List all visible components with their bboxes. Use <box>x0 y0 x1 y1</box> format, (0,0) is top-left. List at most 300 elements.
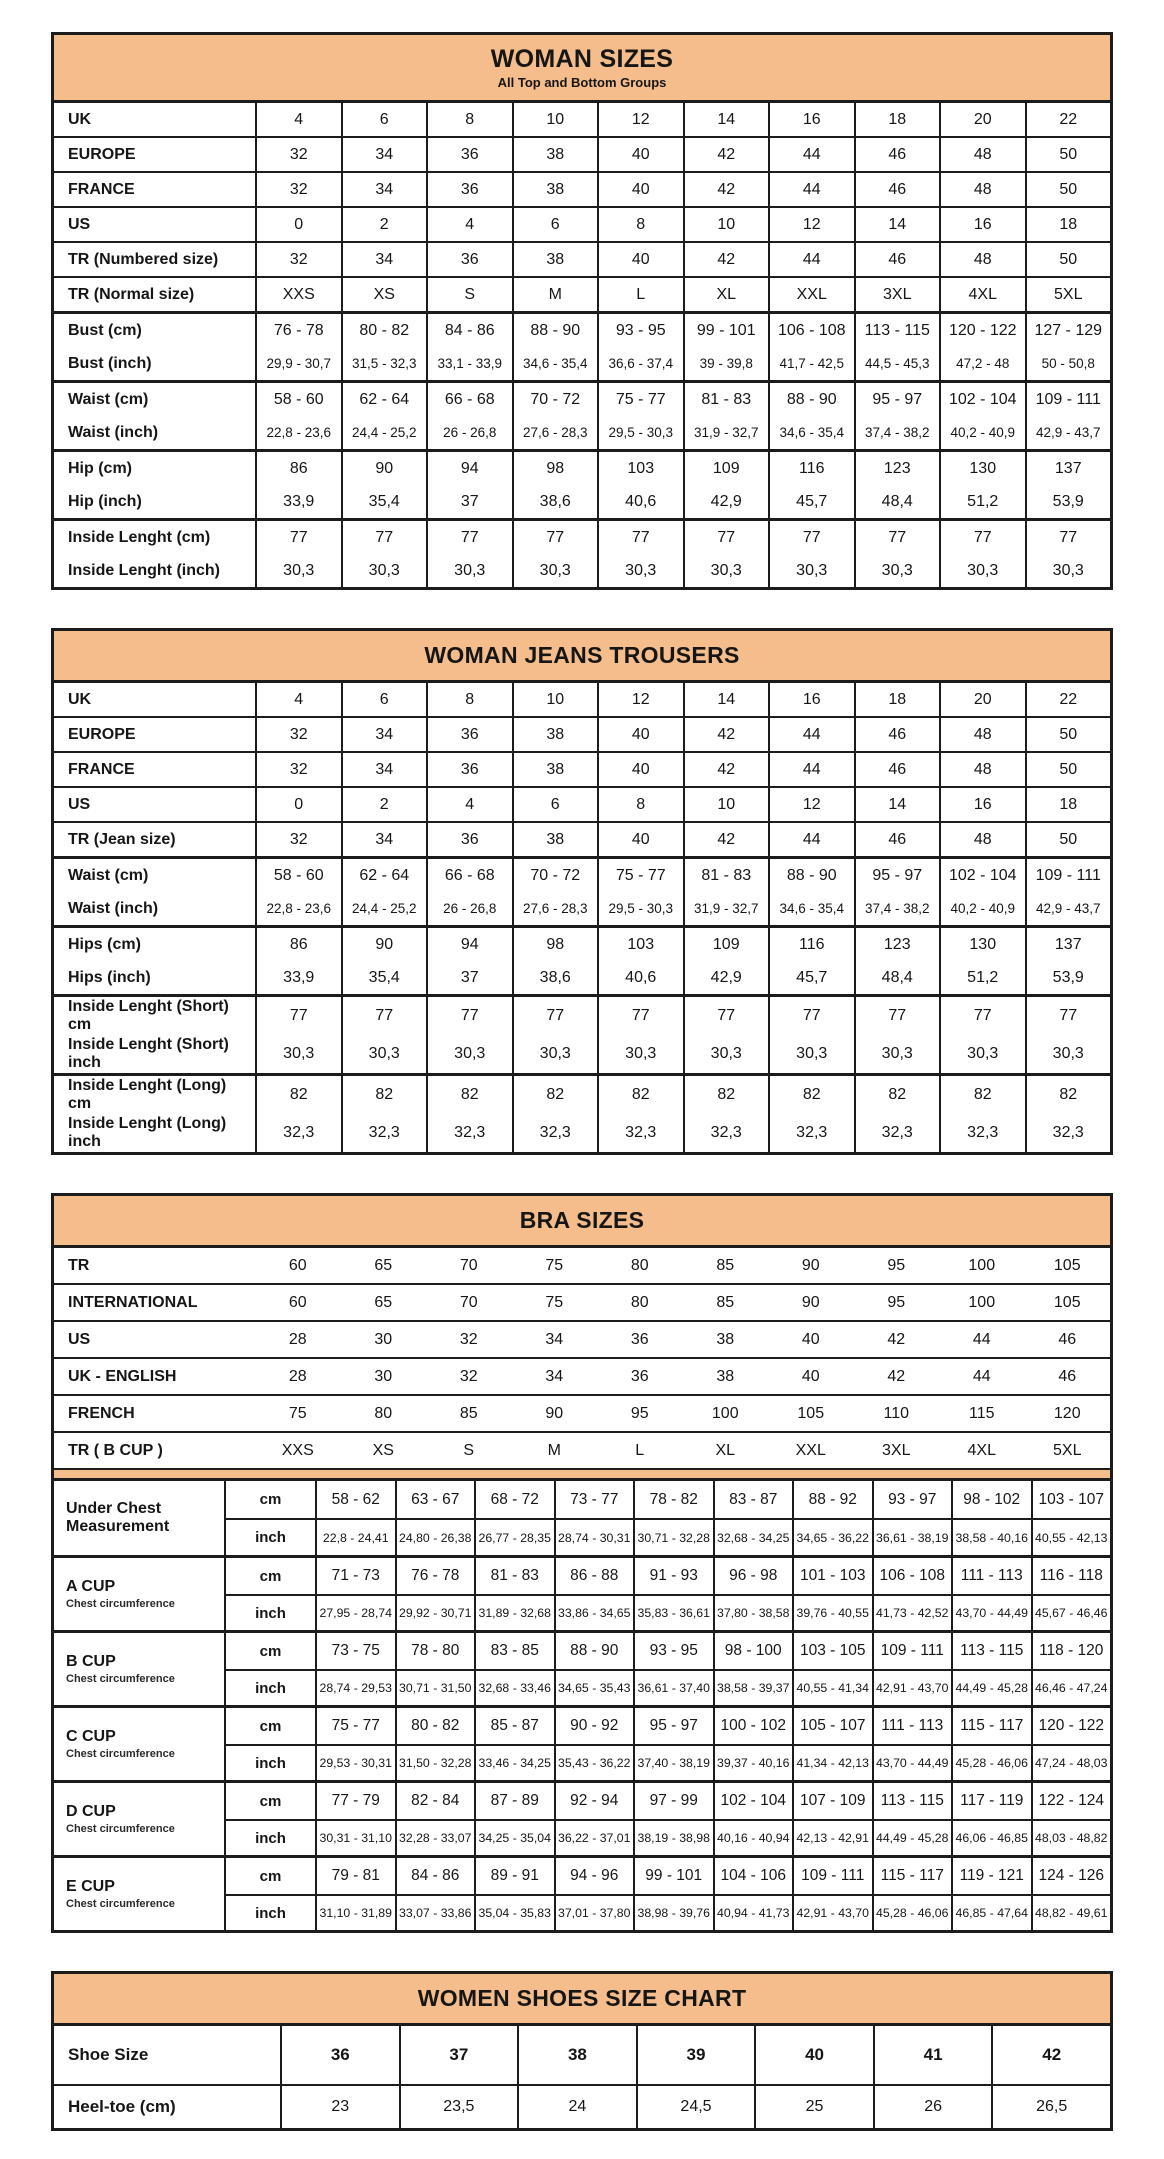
table-row <box>54 2026 1110 2084</box>
size-cell: 31,50 - 32,28 <box>395 1744 475 1780</box>
size-cell: 48,03 - 48,82 <box>1031 1819 1111 1855</box>
size-cell: 103 <box>597 928 683 961</box>
size-cell: 77 <box>426 521 512 554</box>
size-cell: 42,9 - 43,7 <box>1025 416 1111 449</box>
size-cell: 32,68 - 34,25 <box>713 1518 793 1555</box>
size-cell: 48 <box>939 718 1025 751</box>
size-cell: 30,3 <box>512 1035 598 1073</box>
size-cell: 28 <box>288 1367 307 1385</box>
size-cell: 45,7 <box>768 485 854 518</box>
size-cell: 44 <box>972 1367 991 1385</box>
cup-group <box>54 1705 1110 1780</box>
size-cell: 65 <box>374 1256 393 1274</box>
size-cell: 42 <box>683 243 769 276</box>
size-cell: 85 - 87 <box>474 1708 554 1744</box>
size-cell: 91 - 93 <box>633 1558 713 1594</box>
size-cell: 77 <box>255 521 341 554</box>
size-cell: 44 <box>768 138 854 171</box>
size-cell: 76 - 78 <box>255 314 341 347</box>
size-cell: 130 <box>939 928 1025 961</box>
size-cell: 84 - 86 <box>426 314 512 347</box>
size-cell: 90 - 92 <box>554 1708 634 1744</box>
size-cell: 30,3 <box>1025 554 1111 587</box>
size-cell: 77 <box>255 997 341 1035</box>
size-cell: 40 <box>597 173 683 206</box>
row-label: Hip (cm) <box>68 459 132 477</box>
size-cell: 38 <box>716 1330 735 1348</box>
size-cell: 77 <box>597 997 683 1035</box>
size-cell: 18 <box>854 683 940 716</box>
size-cell: 42 <box>683 753 769 786</box>
size-cell: 95 <box>887 1256 906 1274</box>
size-cell: 38 <box>512 753 598 786</box>
cup-group <box>54 1555 1110 1630</box>
size-cell: 8 <box>597 788 683 821</box>
cup-subtitle: Chest circumference <box>66 1898 175 1911</box>
size-cell: 120 - 122 <box>939 314 1025 347</box>
size-cell: 80 <box>374 1404 393 1422</box>
size-cell: 27,6 - 28,3 <box>512 416 598 449</box>
size-cell: 42 <box>683 823 769 856</box>
size-cell: 45,28 - 46,06 <box>951 1744 1031 1780</box>
size-cell: 36,61 - 38,19 <box>872 1518 952 1555</box>
size-cell: 109 <box>683 928 769 961</box>
size-cell: 30,3 <box>854 1035 940 1073</box>
size-cell: 39,37 - 40,16 <box>713 1744 793 1780</box>
size-cell: 37,4 - 38,2 <box>854 416 940 449</box>
unit-label: inch <box>224 1744 315 1780</box>
size-cell: 30,3 <box>939 554 1025 587</box>
size-cell: 109 - 111 <box>1025 383 1111 416</box>
size-cell: 36 <box>426 138 512 171</box>
size-cell: 4 <box>255 103 341 136</box>
size-cell: 10 <box>512 683 598 716</box>
row-label: Hips (cm) <box>68 935 141 953</box>
size-cell: 87 - 89 <box>474 1783 554 1819</box>
size-cell: 95 - 97 <box>854 859 940 892</box>
size-cell: 58 - 60 <box>255 859 341 892</box>
cup-subtitle: Chest circumference <box>66 1823 175 1836</box>
row-label: US <box>68 1330 91 1348</box>
row-label <box>54 1708 224 1780</box>
size-cell: XS <box>372 1441 394 1459</box>
woman-sizes-body <box>54 103 1110 587</box>
size-cell: 40,6 <box>597 485 683 518</box>
size-cell: 39 - 39,8 <box>683 347 769 380</box>
size-cell: 93 - 95 <box>597 314 683 347</box>
size-cell: 77 <box>854 997 940 1035</box>
size-cell: 80 <box>630 1256 649 1274</box>
size-cell: 109 <box>683 452 769 485</box>
size-cell: 22,8 - 23,6 <box>255 416 341 449</box>
size-cell: 48,82 - 49,61 <box>1031 1894 1111 1930</box>
size-cell: 5XL <box>1025 278 1111 311</box>
size-cell: 33,9 <box>255 485 341 518</box>
size-cell: 30,3 <box>683 1035 769 1073</box>
size-cell: 26 - 26,8 <box>426 892 512 925</box>
size-cell: 51,2 <box>939 961 1025 994</box>
table-row <box>54 859 1110 892</box>
size-cell: 90 <box>341 928 427 961</box>
size-cell: 103 <box>597 452 683 485</box>
size-cell: 102 - 104 <box>939 859 1025 892</box>
row-label: US <box>68 795 91 813</box>
size-cell: 46 <box>854 718 940 751</box>
table-row <box>54 821 1110 856</box>
size-cell: XXL <box>795 1441 826 1459</box>
table-subtitle: All Top and Bottom Groups <box>497 75 667 90</box>
size-cell: 45,7 <box>768 961 854 994</box>
size-cell: 29,5 - 30,3 <box>597 892 683 925</box>
size-cell: 46 <box>854 173 940 206</box>
size-cell: 34 <box>341 138 427 171</box>
size-cell: 100 <box>711 1404 739 1422</box>
size-cell: 40,55 - 41,34 <box>792 1669 872 1705</box>
size-cell: S <box>426 278 512 311</box>
size-cell: 42 <box>887 1367 906 1385</box>
size-cell: 50 <box>1025 753 1111 786</box>
size-cell: 30 <box>374 1330 393 1348</box>
size-cell: 44 <box>768 718 854 751</box>
size-cell: 48 <box>939 823 1025 856</box>
size-cell: 60 <box>288 1293 307 1311</box>
size-cell: 32,3 <box>683 1114 769 1152</box>
size-cell: L <box>597 278 683 311</box>
size-cell: 40 <box>801 1330 820 1348</box>
table-row <box>54 347 1110 380</box>
row-label: Inside Lenght (Long) cm <box>68 1077 227 1112</box>
size-cell: 77 <box>512 997 598 1035</box>
size-cell: 14 <box>683 683 769 716</box>
size-cell: 32 <box>459 1330 478 1348</box>
size-cell: 50 <box>1025 243 1111 276</box>
table-row <box>54 1283 1110 1320</box>
size-cell: 14 <box>854 788 940 821</box>
size-cell: 113 - 115 <box>951 1633 1031 1669</box>
row-label: Waist (cm) <box>68 390 149 408</box>
size-cell: 38 <box>512 718 598 751</box>
size-cell: 30,3 <box>426 554 512 587</box>
size-cell: 109 - 111 <box>1025 859 1111 892</box>
size-cell: 82 <box>683 1076 769 1114</box>
shoes-size-header <box>54 1974 1110 2026</box>
cup-name: E CUP <box>66 1877 115 1895</box>
size-cell: 35,04 - 35,83 <box>474 1894 554 1930</box>
size-cell: 30,3 <box>341 554 427 587</box>
row-label: Inside Lenght (Short) cm <box>68 998 229 1033</box>
size-cell: 93 - 97 <box>872 1481 952 1518</box>
size-cell: 48,4 <box>854 485 940 518</box>
unit-label: inch <box>224 1894 315 1930</box>
size-cell: 50 <box>1025 173 1111 206</box>
size-cell: 28,74 - 30,31 <box>554 1518 634 1555</box>
size-cell: 77 - 79 <box>315 1783 395 1819</box>
size-cell: 94 <box>426 928 512 961</box>
size-cell: 4XL <box>939 278 1025 311</box>
size-cell: 12 <box>597 683 683 716</box>
row-label: Inside Lenght (cm) <box>68 528 211 546</box>
size-cell: 32,68 - 33,46 <box>474 1669 554 1705</box>
size-cell: 77 <box>1025 997 1111 1035</box>
size-cell: 37 <box>426 961 512 994</box>
size-cell: 95 <box>887 1293 906 1311</box>
table-row <box>54 416 1110 449</box>
table-row <box>54 1114 1110 1152</box>
size-cell: 90 <box>801 1293 820 1311</box>
size-cell: XL <box>715 1441 736 1459</box>
row-label: UK - ENGLISH <box>68 1367 177 1385</box>
table-row <box>54 683 1110 716</box>
size-cell: 73 - 77 <box>554 1481 634 1518</box>
size-cell: 32,3 <box>1025 1114 1111 1152</box>
size-cell: 0 <box>255 208 341 241</box>
size-cell: 24 <box>517 2086 636 2128</box>
size-cell: 105 <box>1053 1293 1081 1311</box>
table-row <box>54 751 1110 786</box>
size-cell: 75 <box>545 1293 564 1311</box>
size-cell: 10 <box>683 788 769 821</box>
table-row <box>54 241 1110 276</box>
cup-subtitle: Chest circumference <box>66 1673 175 1686</box>
size-cell: 40 <box>801 1367 820 1385</box>
size-cell: 42 <box>991 2026 1110 2084</box>
row-label: TR (Numbered size) <box>68 250 219 268</box>
row-label: Inside Lenght (Long) inch <box>68 1115 227 1150</box>
size-cell: 18 <box>854 103 940 136</box>
size-cell: 30,71 - 32,28 <box>633 1518 713 1555</box>
table-row <box>54 206 1110 241</box>
size-cell: XXS <box>281 1441 314 1459</box>
size-cell: 78 - 82 <box>633 1481 713 1518</box>
size-cell: 14 <box>683 103 769 136</box>
size-cell: 40,2 - 40,9 <box>939 416 1025 449</box>
size-cell: 36,6 - 37,4 <box>597 347 683 380</box>
unit-label: cm <box>224 1558 315 1594</box>
size-cell: 42 <box>683 718 769 751</box>
size-cell: 36 <box>426 753 512 786</box>
size-cell: 124 - 126 <box>1031 1858 1111 1894</box>
size-cell: 38,19 - 38,98 <box>633 1819 713 1855</box>
size-cell: 123 <box>854 452 940 485</box>
size-cell: 22,8 - 23,6 <box>255 892 341 925</box>
size-cell: 97 - 99 <box>633 1783 713 1819</box>
size-cell: 99 - 101 <box>633 1858 713 1894</box>
size-cell: 89 - 91 <box>474 1858 554 1894</box>
row-label <box>54 1858 224 1930</box>
size-cell: 82 <box>426 1076 512 1114</box>
size-chart-page <box>51 32 1113 2131</box>
size-cell: 26,77 - 28,35 <box>474 1518 554 1555</box>
size-cell: 82 <box>255 1076 341 1114</box>
size-cell: 34,65 - 35,43 <box>554 1669 634 1705</box>
size-cell: 66 - 68 <box>426 859 512 892</box>
size-cell: 82 - 84 <box>395 1783 475 1819</box>
size-cell: 33,9 <box>255 961 341 994</box>
row-group <box>54 1073 1110 1152</box>
size-cell: 71 - 73 <box>315 1558 395 1594</box>
size-cell: 38 <box>512 173 598 206</box>
size-cell: 38,58 - 39,37 <box>713 1669 793 1705</box>
size-cell: 46 <box>1058 1330 1077 1348</box>
cup-subtitle: Chest circumference <box>66 1748 175 1761</box>
unit-label: inch <box>224 1594 315 1630</box>
table-row <box>54 786 1110 821</box>
size-cell: 53,9 <box>1025 485 1111 518</box>
size-cell: 77 <box>426 997 512 1035</box>
size-cell: L <box>635 1441 645 1459</box>
table-row <box>54 1320 1110 1357</box>
size-cell: 94 <box>426 452 512 485</box>
row-label: Waist (inch) <box>68 423 159 441</box>
size-cell: 38,98 - 39,76 <box>633 1894 713 1930</box>
size-cell: 95 - 97 <box>854 383 940 416</box>
size-cell: 103 - 107 <box>1031 1481 1111 1518</box>
size-cell: 12 <box>768 788 854 821</box>
size-cell: 16 <box>768 103 854 136</box>
size-cell: 38 <box>512 243 598 276</box>
table-title: WOMAN SIZES <box>490 45 674 73</box>
row-label: FRANCE <box>68 180 135 198</box>
table-title: WOMAN JEANS TROUSERS <box>424 642 740 668</box>
size-cell: 34 <box>341 718 427 751</box>
table-row <box>54 485 1110 518</box>
size-cell: 42,91 - 43,70 <box>872 1669 952 1705</box>
size-cell: 40 <box>754 2026 873 2084</box>
size-cell: 77 <box>683 521 769 554</box>
size-cell: 16 <box>939 208 1025 241</box>
row-label: Bust (cm) <box>68 321 142 339</box>
table-row <box>54 961 1110 994</box>
size-cell: 34,6 - 35,4 <box>768 416 854 449</box>
size-cell: 83 - 87 <box>713 1481 793 1518</box>
size-cell: 80 - 82 <box>395 1708 475 1744</box>
unit-label: cm <box>224 1708 315 1744</box>
table-row <box>54 1357 1110 1394</box>
size-cell: 51,2 <box>939 485 1025 518</box>
size-cell: 77 <box>768 521 854 554</box>
size-cell: 77 <box>939 997 1025 1035</box>
section-divider <box>54 1468 1110 1481</box>
size-cell: 46,85 - 47,64 <box>951 1894 1031 1930</box>
size-cell: 38 <box>517 2026 636 2084</box>
size-cell: 75 - 77 <box>597 859 683 892</box>
row-label: US <box>68 215 91 233</box>
size-cell: XXL <box>768 278 854 311</box>
size-cell: 90 <box>545 1404 564 1422</box>
size-cell: 4 <box>255 683 341 716</box>
size-cell: 44 <box>768 173 854 206</box>
size-cell: 76 - 78 <box>395 1558 475 1594</box>
size-cell: 77 <box>341 997 427 1035</box>
size-cell: 4 <box>426 208 512 241</box>
size-cell: 50 <box>1025 823 1111 856</box>
size-cell: 38 <box>716 1367 735 1385</box>
size-cell: 80 <box>630 1293 649 1311</box>
size-cell: 102 - 104 <box>939 383 1025 416</box>
size-cell: 42 <box>887 1330 906 1348</box>
size-cell: 12 <box>597 103 683 136</box>
size-cell: 3XL <box>854 278 940 311</box>
row-label <box>54 1481 224 1555</box>
size-cell: 62 - 64 <box>341 859 427 892</box>
size-cell: 12 <box>768 208 854 241</box>
row-label <box>54 1783 224 1855</box>
size-cell: 3XL <box>882 1441 911 1459</box>
size-cell: 48 <box>939 138 1025 171</box>
size-cell: 29,53 - 30,31 <box>315 1744 395 1780</box>
size-cell: 30,31 - 31,10 <box>315 1819 395 1855</box>
size-cell: 30,3 <box>768 1035 854 1073</box>
bra-sizes-header <box>54 1196 1110 1248</box>
size-cell: 115 - 117 <box>951 1708 1031 1744</box>
row-label: TR <box>68 1256 90 1274</box>
size-cell: 8 <box>426 683 512 716</box>
size-cell: 77 <box>597 521 683 554</box>
size-cell: 39,76 - 40,55 <box>792 1594 872 1630</box>
size-cell: 44 <box>972 1330 991 1348</box>
size-cell: 130 <box>939 452 1025 485</box>
size-cell: 103 - 105 <box>792 1633 872 1669</box>
size-cell: 101 - 103 <box>792 1558 872 1594</box>
size-cell: 33,1 - 33,9 <box>426 347 512 380</box>
shoes-size-table <box>51 1971 1113 2131</box>
size-cell: 27,6 - 28,3 <box>512 892 598 925</box>
unit-label: cm <box>224 1783 315 1819</box>
size-cell: 22 <box>1025 103 1111 136</box>
size-cell: 50 <box>1025 718 1111 751</box>
size-cell: 24,5 <box>636 2086 755 2128</box>
size-cell: 24,80 - 26,38 <box>395 1518 475 1555</box>
cup-group <box>54 1855 1110 1930</box>
size-cell: 36 <box>630 1367 649 1385</box>
size-cell: 36 <box>426 173 512 206</box>
size-cell: 37,80 - 38,58 <box>713 1594 793 1630</box>
size-cell: 120 - 122 <box>1031 1708 1111 1744</box>
size-cell: 28,74 - 29,53 <box>315 1669 395 1705</box>
size-cell: 88 - 90 <box>768 859 854 892</box>
size-cell: 30,3 <box>597 554 683 587</box>
size-cell: 31,9 - 32,7 <box>683 892 769 925</box>
size-cell: 38,6 <box>512 485 598 518</box>
size-cell: 6 <box>512 208 598 241</box>
size-cell: 47,2 - 48 <box>939 347 1025 380</box>
row-label: TR ( B CUP ) <box>68 1441 163 1459</box>
size-cell: 95 - 97 <box>633 1708 713 1744</box>
cup-group <box>54 1630 1110 1705</box>
size-cell: 30,3 <box>768 554 854 587</box>
bra-sizes-table <box>51 1193 1113 1933</box>
size-cell: 34 <box>341 753 427 786</box>
size-cell: 32 <box>255 243 341 276</box>
size-cell: 32,3 <box>768 1114 854 1152</box>
size-cell: 46,06 - 46,85 <box>951 1819 1031 1855</box>
size-cell: 120 <box>1053 1404 1081 1422</box>
size-cell: 38,58 - 40,16 <box>951 1518 1031 1555</box>
size-cell: 36 <box>280 2026 399 2084</box>
size-cell: 68 - 72 <box>474 1481 554 1518</box>
size-cell: 119 - 121 <box>951 1858 1031 1894</box>
size-cell: S <box>463 1441 475 1459</box>
size-cell: 82 <box>854 1076 940 1114</box>
size-cell: 107 - 109 <box>792 1783 872 1819</box>
table-row <box>54 1248 1110 1283</box>
row-label: FRENCH <box>68 1404 135 1422</box>
size-cell: 40 <box>597 718 683 751</box>
size-cell: 100 - 102 <box>713 1708 793 1744</box>
size-cell: 40 <box>597 138 683 171</box>
size-cell: XL <box>683 278 769 311</box>
row-label: Hip (inch) <box>68 492 142 510</box>
